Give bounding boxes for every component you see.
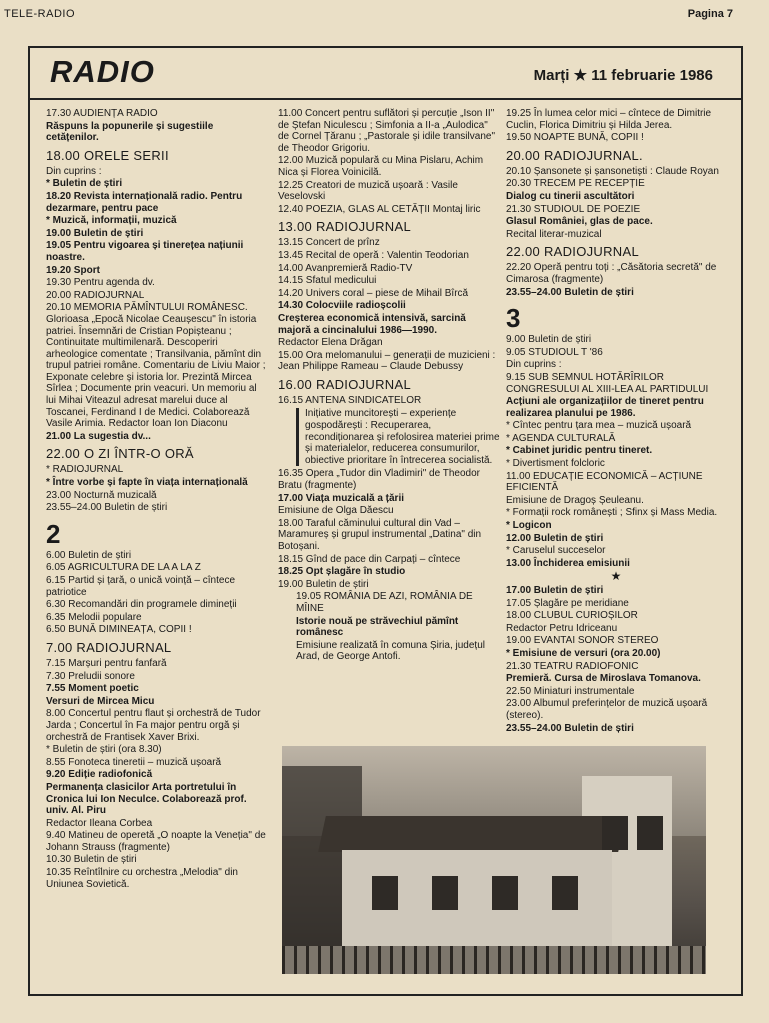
building-photo — [282, 746, 706, 974]
program-entry: 19.05 Pentru vigoarea și tinerețea națiunii noastre. — [46, 240, 244, 263]
program-entry: * Emisiune de versuri (ora 20.00) — [506, 647, 661, 659]
program-entry: Răspuns la popunerile și sugestiile cetățenilor. — [46, 120, 214, 144]
program-entry: 22.20 Operă pentru toți : „Căsătoria secretă" de Cimarosa (fragmente) — [506, 262, 717, 285]
program-entry: * Între vorbe și fapte în viața internațională — [46, 477, 248, 489]
program-entry: 18.25 Opt șlagăre în studio — [278, 566, 406, 578]
program-list — [46, 658, 268, 890]
program-entry: Din cuprins : — [46, 165, 102, 177]
program-list — [278, 108, 500, 215]
program-entry: 15.00 Ora melomanului – generații de muzicieni : Jean Philippe Rameau – Claude Debussy — [278, 349, 496, 373]
program-entry: 12.25 Creatori de muzică ușoară : Vasile Veselovski — [278, 179, 458, 203]
section-heading: 22.00 RADIOJURNAL — [506, 244, 639, 260]
program-list — [506, 262, 726, 298]
program-entry: 16.35 Opera „Tudor din Vladimiri" de Theodor Bratu (fragmente) — [278, 468, 480, 492]
star-divider: ★ — [610, 569, 622, 584]
program-entry: Acțiuni ale organizațiilor de tineret pentru realizarea planului pe 1986. — [506, 396, 704, 419]
program-entry: 19.25 În lumea celor mici – cîntece de Dimitrie Cuclin, Florica Dimitriu și Hilda Jerea. — [506, 108, 712, 131]
program-entry: 19.00 EVANTAI SONOR STEREO — [506, 635, 659, 647]
program-entry: 7.30 Preludii sonore — [46, 670, 135, 682]
program-entry: 6.50 BUNĂ DIMINEAȚA, COPII ! — [46, 624, 192, 636]
program-entry: 17.00 Buletin de știri — [506, 585, 604, 596]
program-entry: 23.55–24.00 Buletin de știri — [506, 722, 634, 734]
program-entry: 19.00 Buletin de știri — [46, 227, 144, 239]
program-entry: 20.30 TRECEM PE RECEPȚIE — [506, 178, 645, 190]
program-entry: 17.00 Viața muzicală a țării — [278, 492, 405, 504]
program-entry: Emisiune realizată în comuna Șiria, județul Arad, de George Antofi. — [296, 639, 485, 663]
program-entry: 6.35 Melodii populare — [46, 611, 142, 623]
program-entry: Permanența clasicilor Arta portretului în Cronica lui Ion Neculce. Colaborează prof. univ. Al. Piru — [46, 781, 247, 817]
program-entry: * Cîntec pentru țara mea – muzică ușoară — [506, 420, 692, 432]
program-list — [278, 395, 500, 407]
program-entry: 12.00 Muzică populară cu Mina Pislaru, Achim Nica și Florea Voinicilă. — [278, 155, 484, 178]
program-entry: 7.15 Marșuri pentru fanfară — [46, 657, 167, 669]
program-entry: Emisiune de Dragoș Șeuleanu. — [506, 494, 644, 506]
section-name: TELE-RADIO — [4, 8, 76, 20]
program-entry: 8.00 Concertul pentru flaut și orchestră de Tudor Jarda ; Concertul în Fa major pentru orgă și orchestră de Frantisek Xaver Brixi. — [46, 708, 261, 743]
program-entry: 20.10 Șansonete și șansonetiști : Claude Royan — [506, 165, 719, 177]
program-entry: * RADIOJURNAL — [46, 464, 124, 476]
program-entry: 14.30 Colocviile radioșcolii — [278, 300, 406, 312]
section-heading: 13.00 RADIOJURNAL — [278, 219, 411, 235]
title-bar — [30, 48, 741, 100]
program-entry: * Logicon — [506, 520, 552, 532]
program-list — [506, 166, 726, 241]
program-list — [278, 237, 500, 373]
program-list — [506, 585, 726, 734]
program-entry: 14.20 Univers coral – piese de Mihail Bîrcă — [278, 287, 469, 299]
day-number: 2 — [46, 518, 61, 549]
program-list — [46, 166, 268, 443]
program-entry: 18.00 CLUBUL CURIOȘILOR — [506, 610, 638, 622]
program-entry: * Divertisment folcloric — [506, 458, 605, 470]
program-entry: 21.00 La sugestia dv... — [46, 430, 151, 442]
program-entry: 7.55 Moment poetic — [46, 683, 139, 695]
program-entry: 10.30 Buletin de știri — [46, 854, 137, 866]
program-list — [46, 108, 268, 144]
day-number: 3 — [506, 303, 521, 334]
program-entry: 22.50 Miniaturi instrumentale — [506, 685, 635, 697]
column-3 — [506, 108, 726, 735]
program-entry: 6.30 Recomandări din programele dimineții — [46, 599, 237, 611]
program-entry: 6.05 AGRICULTURA DE LA A LA Z — [46, 562, 201, 574]
program-entry: 8.55 Fonoteca tineretii – muzică ușoară — [46, 756, 222, 768]
program-entry: 12.40 POEZIA, GLAS AL CETĂȚII Montaj liric — [278, 203, 481, 215]
program-entry: Recital literar-muzical — [506, 228, 602, 240]
program-entry: 9.05 STUDIOUL T '86 — [506, 346, 603, 358]
page-number: Pagina 7 — [687, 8, 733, 20]
section-heading: 16.00 RADIOJURNAL — [278, 376, 411, 392]
program-entry: Redactor Petru Idriceanu — [506, 622, 618, 634]
program-list — [46, 550, 268, 636]
program-entry: 18.15 Gînd de pace din Carpați – cîntece — [278, 553, 461, 565]
program-entry: Din cuprins : — [506, 359, 562, 371]
program-entry: Premieră. Cursa de Miroslava Tomanova. — [506, 673, 701, 685]
section-heading: 22.00 O ZI ÎNTR-O ORĂ — [46, 446, 194, 462]
date-line: Marți ★ 11 februarie 1986 — [533, 67, 713, 84]
program-entry: 6.15 Partid și țară, o unică voință – cîntece patriotice — [46, 575, 235, 598]
column-2 — [278, 108, 500, 664]
program-entry: * Cabinet juridic pentru tineret. — [506, 445, 653, 457]
program-entry: * Buletin de știri (ora 8.30) — [46, 744, 162, 756]
page-title: RADIO — [50, 54, 155, 89]
program-entry: 23.55–24.00 Buletin de știri — [506, 286, 634, 298]
boxed-note: Inițiative muncitorești – experiențe gospodărești : Recuperarea, recondiționarea și refolosirea materiei prime și materialelor, reducerea consumurilor, obiective prioritare în întrecerea socialistă. — [296, 408, 500, 466]
program-list — [506, 334, 726, 569]
program-entry: 18.20 Revista internațională radio. Pentru dezarmare, pentru pace — [46, 190, 243, 214]
program-entry: Versuri de Mircea Micu — [46, 695, 155, 707]
program-entry: Redactor Elena Drăgan — [278, 337, 383, 349]
program-entry: * Formații rock românești ; Sfinx și Mass Media. — [506, 507, 718, 519]
program-entry: * Muzică, informații, muzică — [46, 215, 177, 227]
program-entry: 21.30 STUDIOUL DE POEZIE — [506, 203, 641, 215]
program-entry: * Caruselul succeselor — [506, 545, 606, 557]
program-entry: 17.30 AUDIENȚA RADIO — [46, 108, 158, 119]
program-entry: 19.50 NOAPTE BUNĂ, COPII ! — [506, 132, 644, 144]
program-entry: 19.30 Pentru agenda dv. — [46, 277, 155, 289]
program-entry: 18.00 Taraful căminului cultural din Vad – Maramureș și grupul instrumental „Datina" din Botoșani. — [278, 517, 482, 552]
program-entry: 19.05 ROMÂNIA DE AZI, ROMÂNIA DE MÎINE — [296, 591, 473, 614]
section-heading: 7.00 RADIOJURNAL — [46, 639, 172, 655]
program-entry: 23.00 Albumul preferințelor de muzică ușoară (stereo). — [506, 698, 708, 721]
program-entry: * Buletin de știri — [46, 178, 123, 190]
program-entry: 13.15 Concert de prînz — [278, 237, 380, 249]
program-entry: Dialog cu tinerii ascultători — [506, 190, 635, 202]
program-entry: 19.00 Buletin de știri — [278, 578, 369, 590]
program-entry: 23.55–24.00 Buletin de știri — [46, 502, 168, 514]
program-entry: 23.00 Nocturnă muzicală — [46, 489, 157, 501]
program-entry: 11.00 Concert pentru suflători și percuție „Ison II" de Ștefan Niculescu ; Simfonia a II-a „Aulodica" de Cornel Țăranu ; „Pastorale și idile transilvane" de Theodor Grigoriu. — [278, 108, 495, 154]
program-list — [46, 464, 268, 513]
program-entry: 16.15 ANTENA SINDICATELOR — [278, 394, 422, 406]
program-entry: 12.00 Buletin de știri — [506, 532, 604, 544]
program-entry: 10.35 Reîntîlnire cu orchestra „Melodia" din Uniunea Sovietică. — [46, 867, 238, 890]
program-entry: Redactor Ileana Corbea — [46, 817, 153, 829]
program-entry: 9.20 Ediție radiofonică — [46, 769, 153, 781]
program-list — [506, 108, 726, 144]
program-entry: Emisiune de Olga Dăescu — [278, 505, 394, 517]
program-entry: 17.05 Șlagăre pe meridiane — [506, 597, 629, 609]
section-heading: 20.00 RADIOJURNAL. — [506, 147, 643, 163]
program-entry: Creșterea economică intensivă, sarcină majoră a cincinalului 1986—1990. — [278, 312, 466, 336]
program-list — [278, 468, 500, 663]
program-entry: 20.00 RADIOJURNAL — [46, 289, 145, 301]
program-entry: 21.30 TEATRU RADIOFONIC — [506, 660, 639, 672]
program-entry: 9.40 Matineu de operetă „O noapte la Veneția" de Johann Strauss (fragmente) — [46, 830, 266, 853]
page-header — [0, 0, 769, 30]
program-entry: 6.00 Buletin de știri — [46, 549, 132, 561]
program-entry: 14.00 Avanpremieră Radio-TV — [278, 262, 413, 274]
program-entry: 13.45 Recital de operă : Valentin Teodorian — [278, 249, 469, 261]
program-entry: 13.00 Închiderea emisiunii — [506, 557, 630, 569]
program-entry: 20.10 MEMORIA PĂMÎNTULUI ROMÂNESC. Glorioasa „Epocă Nicolae Ceaușescu" în istoria patriei. Însemnări de Cristian Popișteanu ; Continuitate multimilenară. Descoperiri arheologice comentate ; Transilvania, pămînt din trupul patriei române. Comentariu de Liviu Maior ; Exponate celebre și istoria lor. Prezintă Mircea Sîrlea ; Documente prin veacuri. Un memoriu al lui Mihai Viteazul adresat marelui duce al Toscanei, Ferdinand I de Medici. Colaborează Vasile Arimia. Redactor Ioan Ion Diaconu — [46, 302, 266, 430]
program-entry: 9.00 Buletin de știri — [506, 334, 592, 346]
program-entry: Istorie nouă pe străvechiul pămînt românesc — [296, 615, 459, 639]
program-entry: 14.15 Sfatul medicului — [278, 275, 377, 287]
section-heading: 18.00 ORELE SERII — [46, 147, 169, 163]
program-entry: 11.00 EDUCAȚIE ECONOMICĂ – ACȚIUNE EFICIENTĂ — [506, 470, 703, 494]
program-entry: Glasul României, glas de pace. — [506, 216, 653, 228]
program-entry: 19.20 Sport — [46, 264, 100, 276]
column-1 — [46, 108, 268, 891]
program-entry: 9.15 SUB SEMNUL HOTĂRÎRILOR CONGRESULUI AL XIII-LEA AL PARTIDULUI — [506, 371, 709, 395]
program-entry: * AGENDA CULTURALĂ — [506, 432, 616, 444]
